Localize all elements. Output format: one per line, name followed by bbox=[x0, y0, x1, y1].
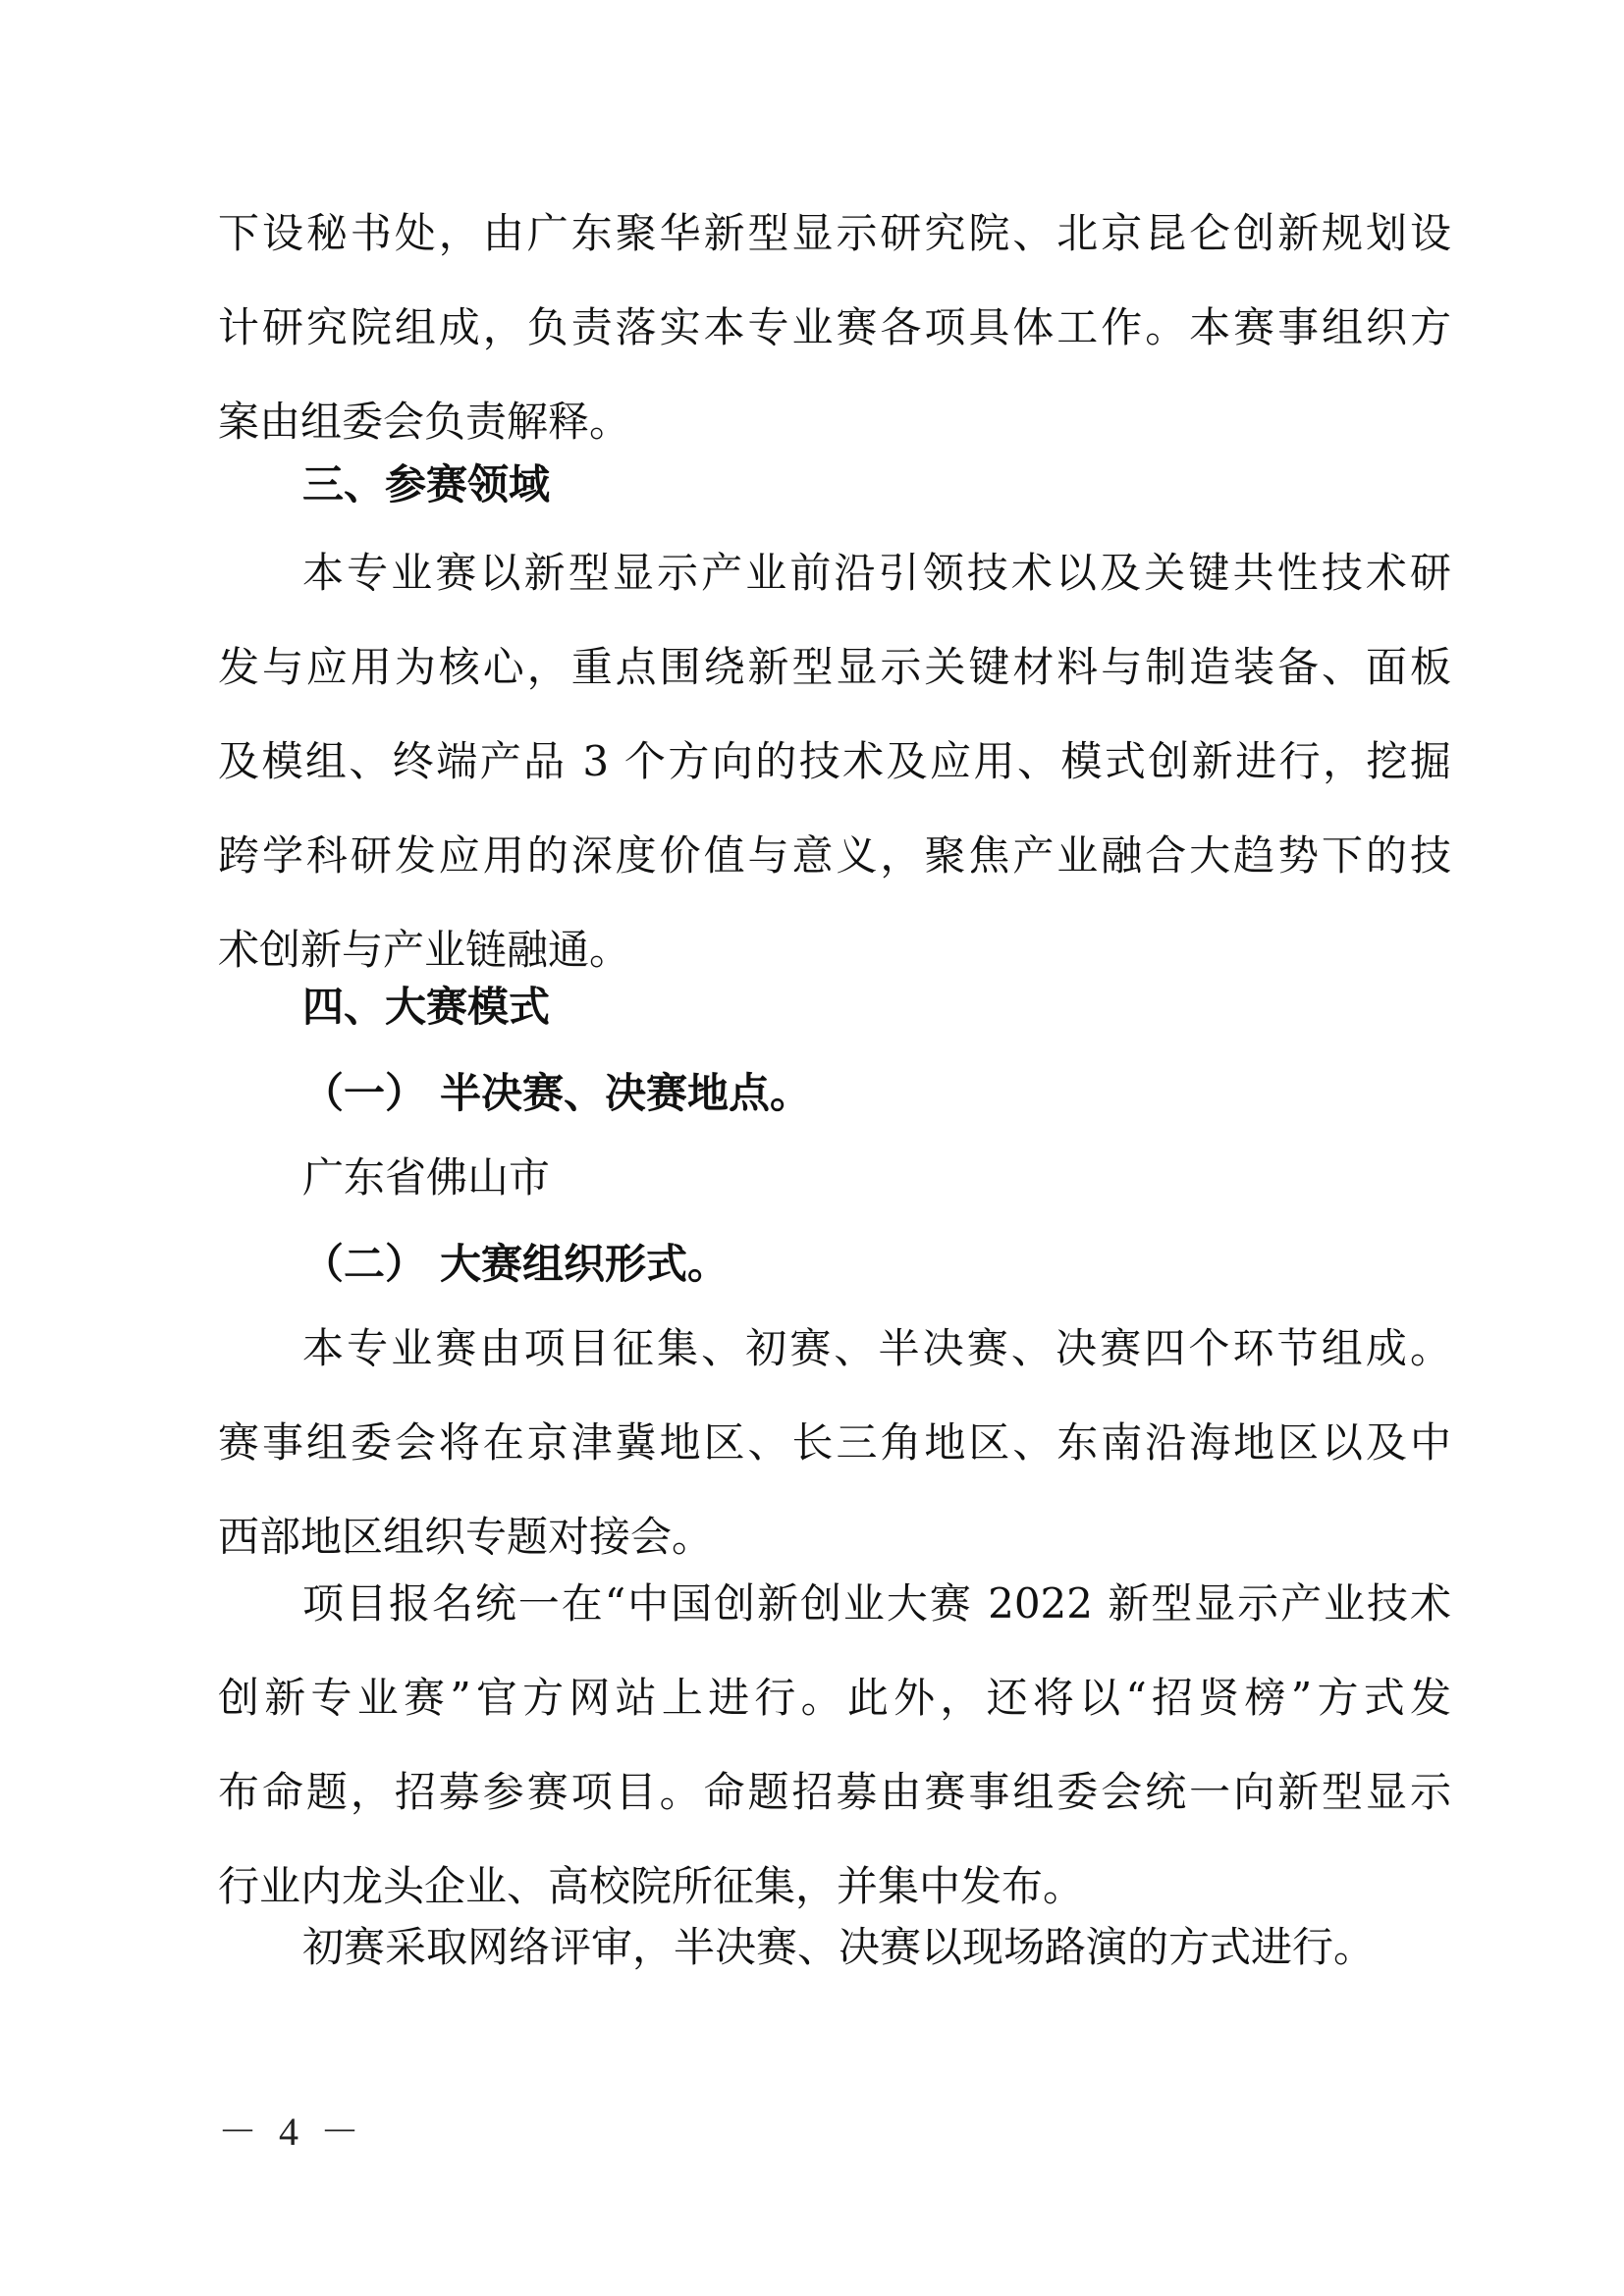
text-line: 初赛采取网络评审，半决赛、决赛以现场路演的方式进行。 bbox=[302, 1923, 1376, 1971]
text-line: 及模组、终端产品 3 个方向的技术及应用、模式创新进行，挖掘 bbox=[218, 737, 1451, 785]
text-line: 计研究院组成，负责落实本专业赛各项具体工作。本赛事组织方 bbox=[218, 303, 1451, 351]
text-line: 术创新与产业链融通。 bbox=[218, 926, 631, 974]
text-line: 下设秘书处，由广东聚华新型显示研究院、北京昆仑创新规划设 bbox=[218, 209, 1451, 257]
text-line: 创新专业赛”官方网站上进行。此外，还将以“招贤榜”方式发 bbox=[218, 1674, 1451, 1722]
heading-text: 四、大赛模式 bbox=[302, 983, 551, 1031]
text-line: 行业内龙头企业、高校院所征集，并集中发布。 bbox=[218, 1862, 1085, 1910]
text-line: 跨学科研发应用的深度价值与意义，聚焦产业融合大趋势下的技 bbox=[218, 831, 1451, 880]
text-line: 本专业赛以新型显示产业前沿引领技术以及关键共性技术研 bbox=[302, 549, 1451, 597]
section-heading-4 bbox=[218, 960, 1451, 1054]
text-line: 案由组委会负责解释。 bbox=[218, 398, 631, 446]
paragraph-format bbox=[218, 1302, 1451, 1584]
subheading-2 bbox=[218, 1217, 1451, 1311]
text-line: 赛事组委会将在京津冀地区、长三角地区、东南沿海地区以及中 bbox=[218, 1418, 1451, 1467]
text-line: 项目报名统一在“中国创新创业大赛 2022 新型显示产业技术 bbox=[302, 1579, 1451, 1628]
text-line: 广东省佛山市 bbox=[302, 1153, 551, 1201]
text-line: 发与应用为核心，重点围绕新型显示关键材料与制造装备、面板 bbox=[218, 643, 1451, 691]
paragraph-signup bbox=[218, 1557, 1451, 1934]
subheading-1 bbox=[218, 1046, 1451, 1141]
subheading-number: （一） bbox=[302, 1069, 427, 1117]
subheading-text: 大赛组织形式。 bbox=[440, 1240, 730, 1288]
paragraph-review bbox=[218, 1900, 1451, 1995]
subheading-number: （二） bbox=[302, 1240, 427, 1288]
text-line: 本专业赛由项目征集、初赛、半决赛、决赛四个环节组成。 bbox=[302, 1324, 1451, 1372]
section-heading-3 bbox=[218, 438, 1451, 532]
paragraph-intro bbox=[218, 187, 1451, 469]
heading-text: 三、参赛领域 bbox=[302, 460, 551, 508]
subheading-text: 半决赛、决赛地点。 bbox=[440, 1069, 812, 1117]
paragraph-location bbox=[218, 1131, 1451, 1225]
page-number: － 4 － bbox=[218, 2109, 365, 2154]
paragraph-field bbox=[218, 526, 1451, 997]
text-line: 西部地区组织专题对接会。 bbox=[218, 1513, 714, 1561]
text-line: 布命题，招募参赛项目。命题招募由赛事组委会统一向新型显示 bbox=[218, 1768, 1451, 1816]
